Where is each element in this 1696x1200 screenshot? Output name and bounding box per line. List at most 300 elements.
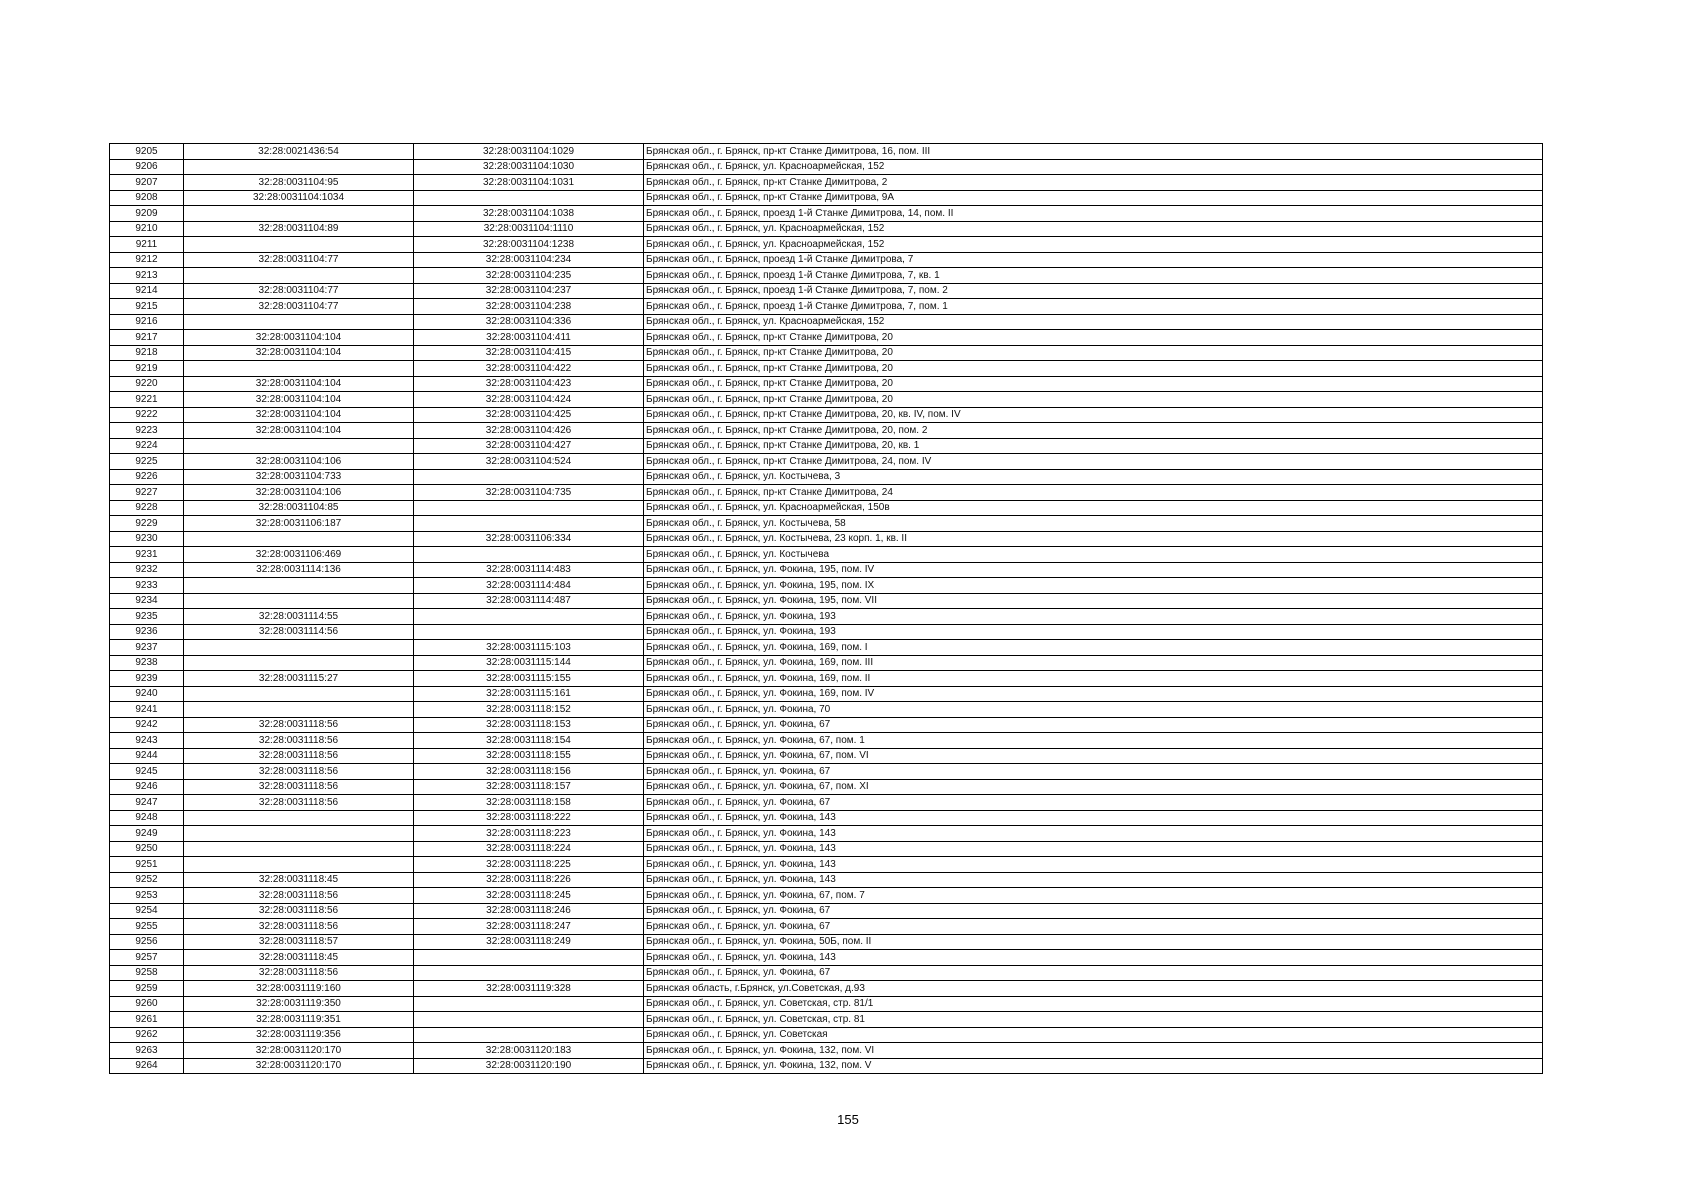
table-row <box>110 206 1543 222</box>
address-cell: Брянская обл., г. Брянск, проезд 1-й Станке Димитрова, 7, кв. 1 <box>644 268 1543 284</box>
parcel-cadastral-number-cell: 32:28:0031119:350 <box>184 996 414 1012</box>
parcel-cadastral-number-cell: 32:28:0031104:104 <box>184 376 414 392</box>
row-number-cell: 9222 <box>110 407 184 423</box>
object-cadastral-number-cell: 32:28:0031104:336 <box>414 314 644 330</box>
address-cell: Брянская обл., г. Брянск, ул. Фокина, 67 <box>644 795 1543 811</box>
object-cadastral-number-cell <box>414 516 644 532</box>
address-cell: Брянская обл., г. Брянск, ул. Фокина, 195, пом. IX <box>644 578 1543 594</box>
object-cadastral-number-cell: 32:28:0031120:183 <box>414 1043 644 1059</box>
parcel-cadastral-number-cell: 32:28:0031104:104 <box>184 330 414 346</box>
table-row <box>110 159 1543 175</box>
row-number-cell: 9228 <box>110 500 184 516</box>
parcel-cadastral-number-cell: 32:28:0031104:85 <box>184 500 414 516</box>
object-cadastral-number-cell: 32:28:0031114:483 <box>414 562 644 578</box>
object-cadastral-number-cell: 32:28:0031118:155 <box>414 748 644 764</box>
table-row <box>110 423 1543 439</box>
address-cell: Брянская обл., г. Брянск, ул. Фокина, 67, пом. XI <box>644 779 1543 795</box>
row-number-cell: 9251 <box>110 857 184 873</box>
table-row <box>110 485 1543 501</box>
address-cell: Брянская обл., г. Брянск, ул. Фокина, 143 <box>644 826 1543 842</box>
parcel-cadastral-number-cell: 32:28:0031104:95 <box>184 175 414 191</box>
address-cell: Брянская обл., г. Брянск, ул. Советская <box>644 1027 1543 1043</box>
object-cadastral-number-cell: 32:28:0031120:190 <box>414 1058 644 1074</box>
object-cadastral-number-cell <box>414 965 644 981</box>
address-cell: Брянская обл., г. Брянск, ул. Фокина, 169, пом. I <box>644 640 1543 656</box>
parcel-cadastral-number-cell: 32:28:0031118:45 <box>184 872 414 888</box>
row-number-cell: 9240 <box>110 686 184 702</box>
address-cell: Брянская обл., г. Брянск, пр-кт Станке Димитрова, 20 <box>644 345 1543 361</box>
object-cadastral-number-cell: 32:28:0031115:161 <box>414 686 644 702</box>
address-cell: Брянская обл., г. Брянск, ул. Фокина, 143 <box>644 810 1543 826</box>
parcel-cadastral-number-cell <box>184 810 414 826</box>
table-row <box>110 547 1543 563</box>
table-row <box>110 175 1543 191</box>
object-cadastral-number-cell: 32:28:0031118:224 <box>414 841 644 857</box>
object-cadastral-number-cell: 32:28:0031118:245 <box>414 888 644 904</box>
object-cadastral-number-cell: 32:28:0031104:1030 <box>414 159 644 175</box>
address-cell: Брянская обл., г. Брянск, ул. Советская, стр. 81/1 <box>644 996 1543 1012</box>
row-number-cell: 9243 <box>110 733 184 749</box>
object-cadastral-number-cell: 32:28:0031104:524 <box>414 454 644 470</box>
parcel-cadastral-number-cell: 32:28:0031120:170 <box>184 1058 414 1074</box>
object-cadastral-number-cell: 32:28:0031104:1110 <box>414 221 644 237</box>
table-row <box>110 361 1543 377</box>
table-row <box>110 748 1543 764</box>
address-cell: Брянская обл., г. Брянск, ул. Фокина, 132, пом. VI <box>644 1043 1543 1059</box>
row-number-cell: 9205 <box>110 144 184 160</box>
table-row <box>110 562 1543 578</box>
row-number-cell: 9241 <box>110 702 184 718</box>
address-cell: Брянская обл., г. Брянск, ул. Фокина, 143 <box>644 841 1543 857</box>
object-cadastral-number-cell: 32:28:0031104:423 <box>414 376 644 392</box>
table-row <box>110 764 1543 780</box>
table-row <box>110 655 1543 671</box>
row-number-cell: 9213 <box>110 268 184 284</box>
address-cell: Брянская обл., г. Брянск, проезд 1-й Станке Димитрова, 7, пом. 1 <box>644 299 1543 315</box>
row-number-cell: 9221 <box>110 392 184 408</box>
parcel-cadastral-number-cell: 32:28:0031104:104 <box>184 345 414 361</box>
row-number-cell: 9256 <box>110 934 184 950</box>
address-cell: Брянская обл., г. Брянск, ул. Советская, стр. 81 <box>644 1012 1543 1028</box>
table-row <box>110 1012 1543 1028</box>
table-row <box>110 717 1543 733</box>
row-number-cell: 9210 <box>110 221 184 237</box>
table-row <box>110 500 1543 516</box>
table-row <box>110 702 1543 718</box>
object-cadastral-number-cell: 32:28:0031118:249 <box>414 934 644 950</box>
table-row <box>110 624 1543 640</box>
parcel-cadastral-number-cell <box>184 438 414 454</box>
parcel-cadastral-number-cell: 32:28:0031104:104 <box>184 423 414 439</box>
object-cadastral-number-cell <box>414 1012 644 1028</box>
table-row <box>110 469 1543 485</box>
table-row <box>110 996 1543 1012</box>
table-row <box>110 578 1543 594</box>
table-row <box>110 686 1543 702</box>
address-cell: Брянская обл., г. Брянск, проезд 1-й Станке Димитрова, 14, пом. II <box>644 206 1543 222</box>
address-cell: Брянская обл., г. Брянск, ул. Фокина, 67 <box>644 965 1543 981</box>
parcel-cadastral-number-cell <box>184 159 414 175</box>
address-cell: Брянская область, г.Брянск, ул.Советская, д.93 <box>644 981 1543 997</box>
parcel-cadastral-number-cell: 32:28:0031106:469 <box>184 547 414 563</box>
address-cell: Брянская обл., г. Брянск, ул. Фокина, 143 <box>644 857 1543 873</box>
parcel-cadastral-number-cell <box>184 578 414 594</box>
parcel-cadastral-number-cell <box>184 593 414 609</box>
row-number-cell: 9220 <box>110 376 184 392</box>
row-number-cell: 9225 <box>110 454 184 470</box>
row-number-cell: 9259 <box>110 981 184 997</box>
parcel-cadastral-number-cell <box>184 237 414 253</box>
parcel-cadastral-number-cell: 32:28:0031118:56 <box>184 888 414 904</box>
row-number-cell: 9235 <box>110 609 184 625</box>
address-cell: Брянская обл., г. Брянск, пр-кт Станке Димитрова, 20, кв. IV, пом. IV <box>644 407 1543 423</box>
address-cell: Брянская обл., г. Брянск, ул. Фокина, 193 <box>644 609 1543 625</box>
object-cadastral-number-cell: 32:28:0031118:152 <box>414 702 644 718</box>
address-cell: Брянская обл., г. Брянск, ул. Фокина, 70 <box>644 702 1543 718</box>
address-cell: Брянская обл., г. Брянск, ул. Красноармейская, 152 <box>644 159 1543 175</box>
row-number-cell: 9218 <box>110 345 184 361</box>
table-row <box>110 438 1543 454</box>
object-cadastral-number-cell <box>414 1027 644 1043</box>
row-number-cell: 9237 <box>110 640 184 656</box>
object-cadastral-number-cell: 32:28:0031104:424 <box>414 392 644 408</box>
parcel-cadastral-number-cell: 32:28:0021436:54 <box>184 144 414 160</box>
table-row <box>110 531 1543 547</box>
address-cell: Брянская обл., г. Брянск, проезд 1-й Станке Димитрова, 7, пом. 2 <box>644 283 1543 299</box>
parcel-cadastral-number-cell: 32:28:0031104:733 <box>184 469 414 485</box>
parcel-cadastral-number-cell <box>184 206 414 222</box>
row-number-cell: 9224 <box>110 438 184 454</box>
address-cell: Брянская обл., г. Брянск, ул. Фокина, 50Б, пом. II <box>644 934 1543 950</box>
address-cell: Брянская обл., г. Брянск, ул. Фокина, 132, пом. V <box>644 1058 1543 1074</box>
parcel-cadastral-number-cell: 32:28:0031115:27 <box>184 671 414 687</box>
parcel-cadastral-number-cell: 32:28:0031104:89 <box>184 221 414 237</box>
address-cell: Брянская обл., г. Брянск, ул. Красноармейская, 152 <box>644 237 1543 253</box>
address-cell: Брянская обл., г. Брянск, пр-кт Станке Димитрова, 20, кв. 1 <box>644 438 1543 454</box>
parcel-cadastral-number-cell: 32:28:0031118:56 <box>184 733 414 749</box>
address-cell: Брянская обл., г. Брянск, ул. Фокина, 67 <box>644 764 1543 780</box>
object-cadastral-number-cell: 32:28:0031118:156 <box>414 764 644 780</box>
parcel-cadastral-number-cell: 32:28:0031104:104 <box>184 392 414 408</box>
address-cell: Брянская обл., г. Брянск, ул. Фокина, 195, пом. IV <box>644 562 1543 578</box>
address-cell: Брянская обл., г. Брянск, ул. Фокина, 67 <box>644 717 1543 733</box>
address-cell: Брянская обл., г. Брянск, пр-кт Станке Димитрова, 20 <box>644 361 1543 377</box>
object-cadastral-number-cell: 32:28:0031118:223 <box>414 826 644 842</box>
address-cell: Брянская обл., г. Брянск, ул. Красноармейская, 150в <box>644 500 1543 516</box>
address-cell: Брянская обл., г. Брянск, ул. Фокина, 169, пом. IV <box>644 686 1543 702</box>
object-cadastral-number-cell <box>414 996 644 1012</box>
object-cadastral-number-cell: 32:28:0031104:237 <box>414 283 644 299</box>
object-cadastral-number-cell: 32:28:0031118:222 <box>414 810 644 826</box>
table-row <box>110 190 1543 206</box>
object-cadastral-number-cell: 32:28:0031118:246 <box>414 903 644 919</box>
parcel-cadastral-number-cell <box>184 702 414 718</box>
row-number-cell: 9219 <box>110 361 184 377</box>
table-row <box>110 965 1543 981</box>
parcel-cadastral-number-cell: 32:28:0031106:187 <box>184 516 414 532</box>
address-cell: Брянская обл., г. Брянск, проезд 1-й Станке Димитрова, 7 <box>644 252 1543 268</box>
parcel-cadastral-number-cell: 32:28:0031104:1034 <box>184 190 414 206</box>
table-row <box>110 392 1543 408</box>
parcel-cadastral-number-cell: 32:28:0031104:77 <box>184 252 414 268</box>
parcel-cadastral-number-cell <box>184 640 414 656</box>
table-row <box>110 903 1543 919</box>
address-cell: Брянская обл., г. Брянск, пр-кт Станке Димитрова, 9А <box>644 190 1543 206</box>
row-number-cell: 9254 <box>110 903 184 919</box>
row-number-cell: 9249 <box>110 826 184 842</box>
table-row <box>110 330 1543 346</box>
row-number-cell: 9238 <box>110 655 184 671</box>
object-cadastral-number-cell: 32:28:0031114:487 <box>414 593 644 609</box>
parcel-cadastral-number-cell <box>184 531 414 547</box>
table-row <box>110 593 1543 609</box>
table-row <box>110 237 1543 253</box>
object-cadastral-number-cell: 32:28:0031118:247 <box>414 919 644 935</box>
parcel-cadastral-number-cell: 32:28:0031118:56 <box>184 748 414 764</box>
parcel-cadastral-number-cell <box>184 361 414 377</box>
address-cell: Брянская обл., г. Брянск, ул. Красноармейская, 152 <box>644 314 1543 330</box>
data-table <box>109 143 1543 1074</box>
object-cadastral-number-cell: 32:28:0031118:158 <box>414 795 644 811</box>
address-cell: Брянская обл., г. Брянск, ул. Красноармейская, 152 <box>644 221 1543 237</box>
object-cadastral-number-cell <box>414 190 644 206</box>
row-number-cell: 9245 <box>110 764 184 780</box>
object-cadastral-number-cell <box>414 624 644 640</box>
object-cadastral-number-cell <box>414 469 644 485</box>
row-number-cell: 9223 <box>110 423 184 439</box>
row-number-cell: 9232 <box>110 562 184 578</box>
table-row <box>110 779 1543 795</box>
parcel-cadastral-number-cell: 32:28:0031104:106 <box>184 454 414 470</box>
object-cadastral-number-cell <box>414 609 644 625</box>
object-cadastral-number-cell: 32:28:0031104:427 <box>414 438 644 454</box>
table-row <box>110 841 1543 857</box>
parcel-cadastral-number-cell: 32:28:0031104:77 <box>184 299 414 315</box>
parcel-cadastral-number-cell: 32:28:0031118:56 <box>184 717 414 733</box>
row-number-cell: 9236 <box>110 624 184 640</box>
row-number-cell: 9234 <box>110 593 184 609</box>
object-cadastral-number-cell: 32:28:0031115:144 <box>414 655 644 671</box>
parcel-cadastral-number-cell: 32:28:0031114:56 <box>184 624 414 640</box>
address-cell: Брянская обл., г. Брянск, ул. Костычева, 58 <box>644 516 1543 532</box>
table-row <box>110 872 1543 888</box>
row-number-cell: 9244 <box>110 748 184 764</box>
table-row <box>110 252 1543 268</box>
table-row <box>110 454 1543 470</box>
address-cell: Брянская обл., г. Брянск, ул. Фокина, 67 <box>644 903 1543 919</box>
address-cell: Брянская обл., г. Брянск, пр-кт Станке Димитрова, 24 <box>644 485 1543 501</box>
object-cadastral-number-cell <box>414 547 644 563</box>
row-number-cell: 9207 <box>110 175 184 191</box>
object-cadastral-number-cell: 32:28:0031118:153 <box>414 717 644 733</box>
row-number-cell: 9252 <box>110 872 184 888</box>
object-cadastral-number-cell: 32:28:0031104:1029 <box>414 144 644 160</box>
address-cell: Брянская обл., г. Брянск, пр-кт Станке Димитрова, 20 <box>644 330 1543 346</box>
address-cell: Брянская обл., г. Брянск, ул. Фокина, 67, пом. VI <box>644 748 1543 764</box>
parcel-cadastral-number-cell <box>184 857 414 873</box>
row-number-cell: 9257 <box>110 950 184 966</box>
address-cell: Брянская обл., г. Брянск, ул. Фокина, 67 <box>644 919 1543 935</box>
row-number-cell: 9216 <box>110 314 184 330</box>
row-number-cell: 9231 <box>110 547 184 563</box>
table-row <box>110 144 1543 160</box>
address-cell: Брянская обл., г. Брянск, ул. Фокина, 193 <box>644 624 1543 640</box>
table-row <box>110 376 1543 392</box>
object-cadastral-number-cell: 32:28:0031104:735 <box>414 485 644 501</box>
row-number-cell: 9255 <box>110 919 184 935</box>
table-row <box>110 299 1543 315</box>
parcel-cadastral-number-cell <box>184 686 414 702</box>
object-cadastral-number-cell: 32:28:0031118:154 <box>414 733 644 749</box>
table-row <box>110 950 1543 966</box>
address-cell: Брянская обл., г. Брянск, пр-кт Станке Димитрова, 20 <box>644 392 1543 408</box>
parcel-cadastral-number-cell: 32:28:0031119:351 <box>184 1012 414 1028</box>
parcel-cadastral-number-cell: 32:28:0031114:55 <box>184 609 414 625</box>
address-cell: Брянская обл., г. Брянск, ул. Фокина, 195, пом. VII <box>644 593 1543 609</box>
object-cadastral-number-cell: 32:28:0031118:157 <box>414 779 644 795</box>
table-row <box>110 857 1543 873</box>
address-cell: Брянская обл., г. Брянск, ул. Костычева, 3 <box>644 469 1543 485</box>
table-row <box>110 1043 1543 1059</box>
parcel-cadastral-number-cell <box>184 841 414 857</box>
object-cadastral-number-cell: 32:28:0031104:426 <box>414 423 644 439</box>
parcel-cadastral-number-cell <box>184 655 414 671</box>
object-cadastral-number-cell: 32:28:0031104:411 <box>414 330 644 346</box>
parcel-cadastral-number-cell: 32:28:0031104:106 <box>184 485 414 501</box>
address-cell: Брянская обл., г. Брянск, пр-кт Станке Димитрова, 16, пом. III <box>644 144 1543 160</box>
table-row <box>110 934 1543 950</box>
parcel-cadastral-number-cell: 32:28:0031118:56 <box>184 779 414 795</box>
table-row <box>110 407 1543 423</box>
object-cadastral-number-cell: 32:28:0031104:238 <box>414 299 644 315</box>
parcel-cadastral-number-cell <box>184 826 414 842</box>
row-number-cell: 9208 <box>110 190 184 206</box>
address-cell: Брянская обл., г. Брянск, ул. Костычева, 23 корп. 1, кв. II <box>644 531 1543 547</box>
address-cell: Брянская обл., г. Брянск, пр-кт Станке Димитрова, 20, пом. 2 <box>644 423 1543 439</box>
object-cadastral-number-cell: 32:28:0031104:235 <box>414 268 644 284</box>
row-number-cell: 9248 <box>110 810 184 826</box>
address-cell: Брянская обл., г. Брянск, пр-кт Станке Димитрова, 24, пом. IV <box>644 454 1543 470</box>
address-cell: Брянская обл., г. Брянск, ул. Фокина, 169, пом. III <box>644 655 1543 671</box>
row-number-cell: 9247 <box>110 795 184 811</box>
row-number-cell: 9264 <box>110 1058 184 1074</box>
row-number-cell: 9209 <box>110 206 184 222</box>
row-number-cell: 9211 <box>110 237 184 253</box>
table-row <box>110 919 1543 935</box>
address-cell: Брянская обл., г. Брянск, ул. Костычева <box>644 547 1543 563</box>
row-number-cell: 9206 <box>110 159 184 175</box>
object-cadastral-number-cell <box>414 950 644 966</box>
address-cell: Брянская обл., г. Брянск, пр-кт Станке Димитрова, 2 <box>644 175 1543 191</box>
row-number-cell: 9260 <box>110 996 184 1012</box>
page-number: 155 <box>837 1112 859 1127</box>
parcel-cadastral-number-cell <box>184 314 414 330</box>
object-cadastral-number-cell: 32:28:0031114:484 <box>414 578 644 594</box>
table-row <box>110 981 1543 997</box>
object-cadastral-number-cell: 32:28:0031104:425 <box>414 407 644 423</box>
table-row <box>110 268 1543 284</box>
object-cadastral-number-cell: 32:28:0031118:225 <box>414 857 644 873</box>
address-cell: Брянская обл., г. Брянск, ул. Фокина, 67, пом. 7 <box>644 888 1543 904</box>
row-number-cell: 9246 <box>110 779 184 795</box>
parcel-cadastral-number-cell: 32:28:0031118:56 <box>184 764 414 780</box>
object-cadastral-number-cell: 32:28:0031104:1238 <box>414 237 644 253</box>
table-body <box>110 144 1543 1074</box>
table-row <box>110 1058 1543 1074</box>
table-row <box>110 1027 1543 1043</box>
table-row <box>110 671 1543 687</box>
address-cell: Брянская обл., г. Брянск, пр-кт Станке Димитрова, 20 <box>644 376 1543 392</box>
object-cadastral-number-cell: 32:28:0031104:422 <box>414 361 644 377</box>
object-cadastral-number-cell: 32:28:0031104:1038 <box>414 206 644 222</box>
object-cadastral-number-cell: 32:28:0031104:1031 <box>414 175 644 191</box>
table-row <box>110 314 1543 330</box>
object-cadastral-number-cell: 32:28:0031106:334 <box>414 531 644 547</box>
table-row <box>110 826 1543 842</box>
row-number-cell: 9258 <box>110 965 184 981</box>
row-number-cell: 9250 <box>110 841 184 857</box>
object-cadastral-number-cell: 32:28:0031104:415 <box>414 345 644 361</box>
table-row <box>110 345 1543 361</box>
table-row <box>110 283 1543 299</box>
parcel-cadastral-number-cell: 32:28:0031104:77 <box>184 283 414 299</box>
table-row <box>110 221 1543 237</box>
table-row <box>110 640 1543 656</box>
parcel-cadastral-number-cell: 32:28:0031104:104 <box>184 407 414 423</box>
object-cadastral-number-cell: 32:28:0031115:103 <box>414 640 644 656</box>
row-number-cell: 9212 <box>110 252 184 268</box>
table-row <box>110 888 1543 904</box>
row-number-cell: 9233 <box>110 578 184 594</box>
address-cell: Брянская обл., г. Брянск, ул. Фокина, 169, пом. II <box>644 671 1543 687</box>
row-number-cell: 9242 <box>110 717 184 733</box>
table-row <box>110 516 1543 532</box>
parcel-cadastral-number-cell: 32:28:0031118:56 <box>184 903 414 919</box>
object-cadastral-number-cell: 32:28:0031115:155 <box>414 671 644 687</box>
table-row <box>110 733 1543 749</box>
object-cadastral-number-cell: 32:28:0031118:226 <box>414 872 644 888</box>
table-row <box>110 609 1543 625</box>
row-number-cell: 9239 <box>110 671 184 687</box>
parcel-cadastral-number-cell: 32:28:0031120:170 <box>184 1043 414 1059</box>
parcel-cadastral-number-cell: 32:28:0031118:56 <box>184 919 414 935</box>
row-number-cell: 9263 <box>110 1043 184 1059</box>
row-number-cell: 9261 <box>110 1012 184 1028</box>
row-number-cell: 9215 <box>110 299 184 315</box>
row-number-cell: 9229 <box>110 516 184 532</box>
object-cadastral-number-cell: 32:28:0031119:328 <box>414 981 644 997</box>
row-number-cell: 9253 <box>110 888 184 904</box>
address-cell: Брянская обл., г. Брянск, ул. Фокина, 143 <box>644 872 1543 888</box>
row-number-cell: 9217 <box>110 330 184 346</box>
row-number-cell: 9226 <box>110 469 184 485</box>
parcel-cadastral-number-cell: 32:28:0031119:160 <box>184 981 414 997</box>
parcel-cadastral-number-cell: 32:28:0031114:136 <box>184 562 414 578</box>
table-row <box>110 810 1543 826</box>
object-cadastral-number-cell <box>414 500 644 516</box>
parcel-cadastral-number-cell: 32:28:0031118:56 <box>184 965 414 981</box>
row-number-cell: 9262 <box>110 1027 184 1043</box>
table-row <box>110 795 1543 811</box>
object-cadastral-number-cell: 32:28:0031104:234 <box>414 252 644 268</box>
row-number-cell: 9227 <box>110 485 184 501</box>
parcel-cadastral-number-cell: 32:28:0031119:356 <box>184 1027 414 1043</box>
parcel-cadastral-number-cell: 32:28:0031118:45 <box>184 950 414 966</box>
row-number-cell: 9230 <box>110 531 184 547</box>
address-cell: Брянская обл., г. Брянск, ул. Фокина, 67, пом. 1 <box>644 733 1543 749</box>
row-number-cell: 9214 <box>110 283 184 299</box>
parcel-cadastral-number-cell <box>184 268 414 284</box>
